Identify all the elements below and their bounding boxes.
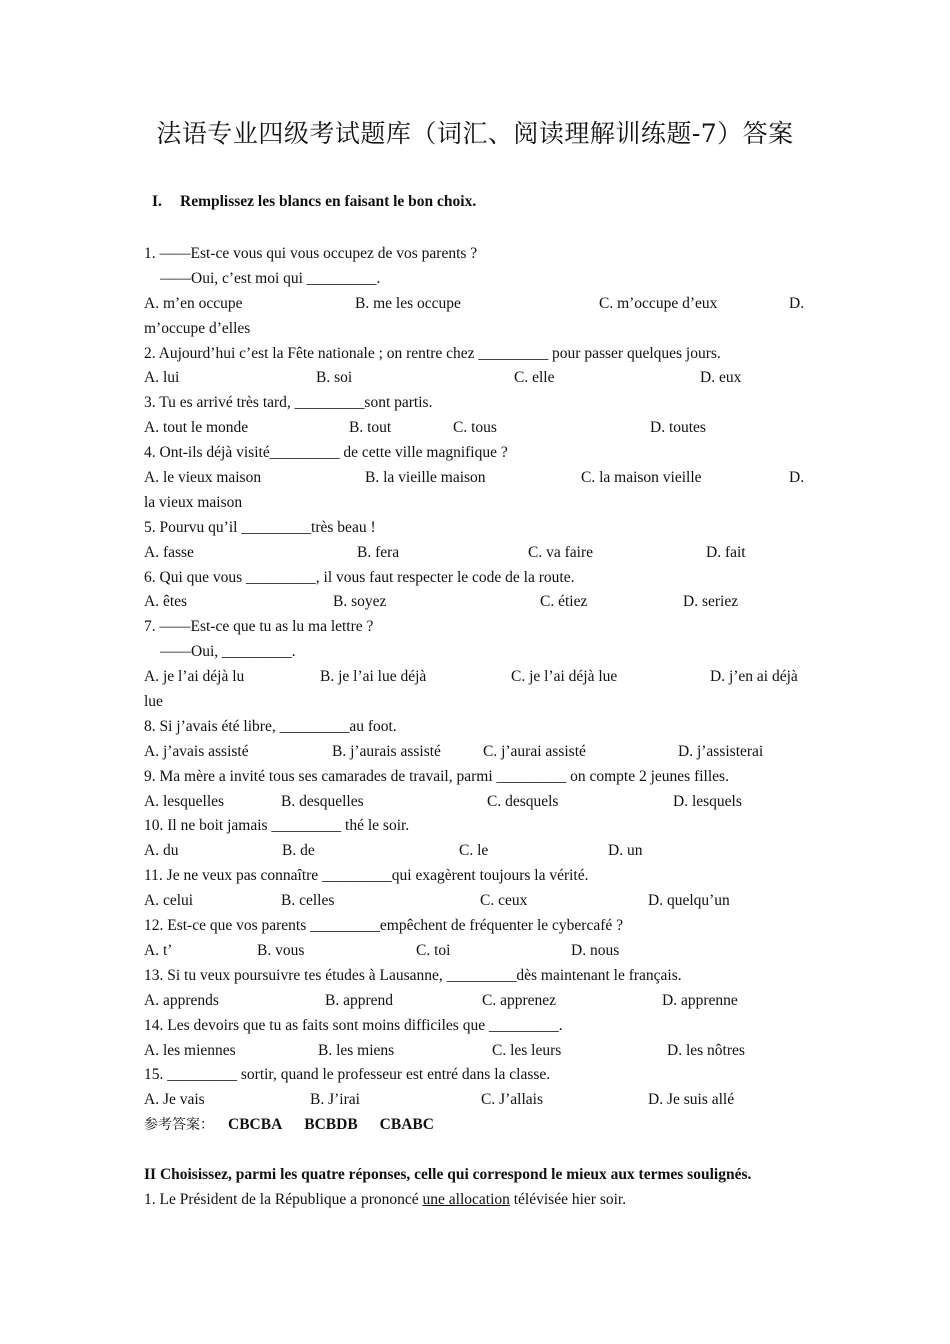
question-3: 3. Tu es arrivé très tard, _________sont partis. <box>144 394 433 412</box>
option-b: B. soyez <box>333 593 387 611</box>
option-a: A. lui <box>144 369 180 387</box>
question-list <box>144 242 808 1213</box>
option-d: D. toutes <box>650 419 706 437</box>
question-8: 8. Si j’avais été libre, _________au foot. <box>144 717 397 735</box>
option-a: A. le vieux maison <box>144 469 262 487</box>
question-10-options <box>144 839 808 864</box>
question-4: 4. Ont-ils déjà visité_________ de cette ville magnifique ? <box>144 444 508 462</box>
option-d-continued: m’occupe d’elles <box>144 319 251 337</box>
option-b: B. les miens <box>318 1041 395 1059</box>
question-14-options <box>144 1039 808 1064</box>
answer-group-1: CBCBA <box>228 1116 283 1134</box>
option-a: A. je l’ai déjà lu <box>144 668 245 686</box>
question-14: 14. Les devoirs que tu as faits sont moins difficiles que _________. <box>144 1016 563 1034</box>
option-a: A. du <box>144 842 179 860</box>
option-d: D. eux <box>700 369 742 387</box>
option-a: A. celui <box>144 892 194 910</box>
question-5-options <box>144 541 808 566</box>
option-d: D. quelqu’un <box>648 892 730 910</box>
option-b: B. de <box>282 842 315 860</box>
option-a: A. apprends <box>144 991 219 1009</box>
question-3-options <box>144 416 808 441</box>
answer-key-label: 参考答案： <box>144 1117 214 1134</box>
option-c: C. tous <box>453 419 497 437</box>
option-c: C. toi <box>416 941 451 959</box>
option-c: C. étiez <box>540 593 588 611</box>
option-d: D. les nôtres <box>667 1041 745 1059</box>
question-12-options <box>144 939 808 964</box>
question-6: 6. Qui que vous _________, il vous faut respecter le code de la route. <box>144 568 575 586</box>
option-d: D. un <box>608 842 643 860</box>
option-d: D. j’en ai déjà <box>710 668 798 686</box>
answer-group-2: BCBDB <box>304 1116 358 1134</box>
question-9: 9. Ma mère a invité tous ses camarades de travail, parmi _________ on compte 2 jeunes filles. <box>144 767 729 785</box>
section-1-title: Remplissez les blancs en faisant le bon choix. <box>180 193 477 210</box>
option-b: B. J’irai <box>310 1091 360 1109</box>
option-a: A. êtes <box>144 593 188 611</box>
question-7: 7. ——Est-ce que tu as lu ma lettre ? <box>144 618 374 636</box>
option-d: D. seriez <box>683 593 739 611</box>
page-title: 法语专业四级考试题库（词汇、阅读理解训练题-7）答案 <box>156 119 794 148</box>
question-6-options <box>144 590 808 615</box>
option-a: A. m’en occupe <box>144 294 243 312</box>
question-2-options <box>144 366 808 391</box>
question-11-options <box>144 889 808 914</box>
question-text: 1. Le Président de la République a prononcé <box>144 1190 423 1208</box>
option-a: A. lesquelles <box>144 792 225 810</box>
option-c: C. elle <box>514 369 555 387</box>
section-2-heading: II Choisissez, parmi les quatre réponses, celle qui correspond le mieux aux termes soulignés. <box>144 1165 752 1183</box>
option-c: C. desquels <box>487 792 559 810</box>
option-b: B. me les occupe <box>355 294 461 312</box>
option-b: B. soi <box>316 369 353 387</box>
option-d: D. fait <box>706 543 746 561</box>
question-15-options <box>144 1088 808 1113</box>
option-a: A. t’ <box>144 941 173 959</box>
option-d: D. <box>789 294 805 312</box>
question-7-options <box>144 665 808 690</box>
question-1-line-2: ——Oui, c’est moi qui _________. <box>160 269 381 287</box>
option-d: D. Je suis allé <box>648 1091 735 1109</box>
option-b: B. je l’ai lue déjà <box>320 668 427 686</box>
question-13-options <box>144 989 808 1014</box>
option-a: A. j’avais assisté <box>144 742 249 760</box>
option-c: C. la maison vieille <box>581 469 702 487</box>
option-c: C. je l’ai déjà lue <box>511 668 618 686</box>
option-d: D. <box>789 469 805 487</box>
option-b: B. celles <box>281 892 335 910</box>
answer-key <box>144 1113 808 1138</box>
question-text-end: télévisée hier soir. <box>509 1190 627 1208</box>
question-8-options <box>144 740 808 765</box>
option-a: A. tout le monde <box>144 419 249 437</box>
answer-group-3: CBABC <box>379 1116 434 1134</box>
question-10: 10. Il ne boit jamais _________ thé le soir. <box>144 817 410 835</box>
option-d-continued: lue <box>144 693 163 711</box>
option-d: D. j’assisterai <box>678 742 764 760</box>
option-d-continued: la vieux maison <box>144 493 243 511</box>
option-c: C. va faire <box>528 543 593 561</box>
option-c: C. les leurs <box>492 1041 562 1059</box>
question-1-options <box>144 292 808 317</box>
option-c: C. J’allais <box>481 1091 543 1109</box>
question-4-options <box>144 466 808 491</box>
option-b: B. tout <box>349 419 392 437</box>
option-b: B. apprend <box>325 991 394 1009</box>
option-c: C. m’occupe d’eux <box>599 294 718 312</box>
option-b: B. la vieille maison <box>365 469 486 487</box>
question-2: 2. Aujourd’hui c’est la Fête nationale ; on rentre chez _________ pour passer quelques jours. <box>144 344 721 362</box>
option-d: D. nous <box>571 941 620 959</box>
question-9-options <box>144 790 808 815</box>
question-11: 11. Je ne veux pas connaître _________qui exagèrent toujours la vérité. <box>144 867 589 885</box>
spacer <box>144 1138 808 1163</box>
section-1-heading <box>152 193 476 211</box>
section-1-number: I. <box>152 193 162 210</box>
question-1: 1. ——Est-ce vous qui vous occupez de vos parents ? <box>144 245 478 262</box>
underlined-term: une allocation <box>422 1190 510 1208</box>
option-a: A. fasse <box>144 543 194 561</box>
option-d: D. lesquels <box>673 792 742 810</box>
option-c: C. le <box>459 842 489 860</box>
option-b: B. j’aurais assisté <box>332 742 441 760</box>
option-a: A. les miennes <box>144 1041 236 1059</box>
option-c: C. ceux <box>480 892 528 910</box>
option-c: C. apprenez <box>482 991 557 1009</box>
option-b: B. vous <box>257 941 305 959</box>
option-b: B. fera <box>357 543 400 561</box>
section-2-question-1 <box>144 1188 808 1213</box>
option-a: A. Je vais <box>144 1091 205 1109</box>
option-d: D. apprenne <box>662 991 738 1009</box>
question-5: 5. Pourvu qu’il _________très beau ! <box>144 518 376 536</box>
question-13: 13. Si tu veux poursuivre tes études à Lausanne, _________dès maintenant le français. <box>144 966 682 984</box>
option-b: B. desquelles <box>281 792 364 810</box>
question-15: 15. _________ sortir, quand le professeur est entré dans la classe. <box>144 1066 551 1084</box>
question-7-line-2: ——Oui, _________. <box>160 643 296 661</box>
option-c: C. j’aurai assisté <box>483 742 586 760</box>
question-12: 12. Est-ce que vos parents _________empêchent de fréquenter le cybercafé ? <box>144 917 624 935</box>
